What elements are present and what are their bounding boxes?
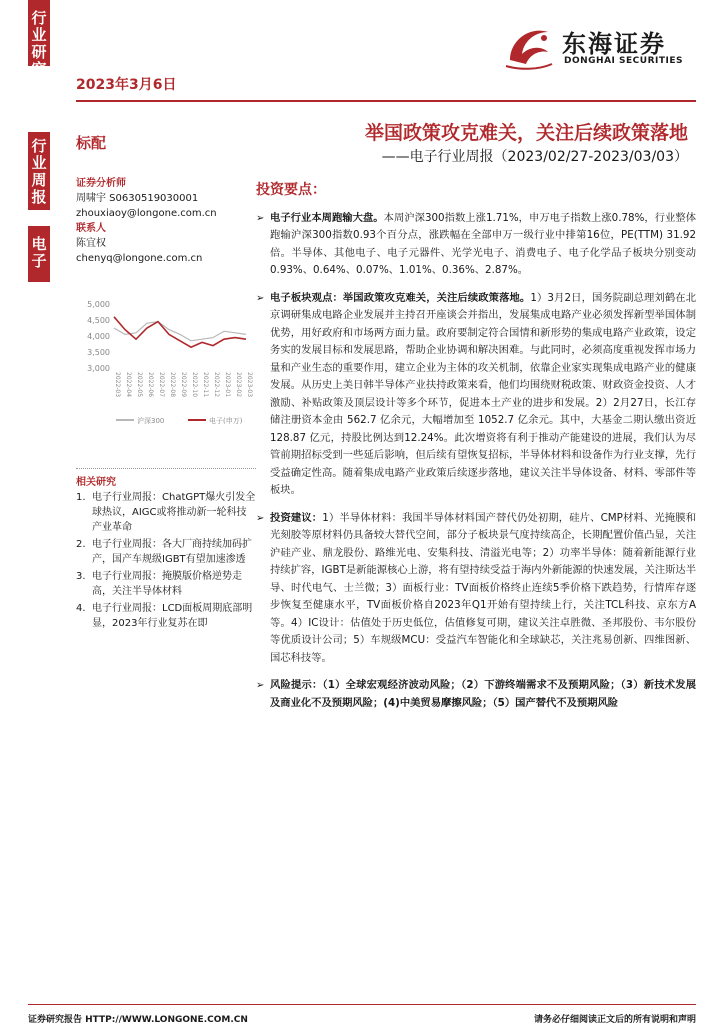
key-point: ➢ 风险提示：（1）全球宏观经济波动风险；（2）下游终端需求不及预期风险；（3）新技术发展及商业化不及预期风险；(4)中美贸易摩擦风险；（5）国产替代不及预期风险 [256, 677, 696, 712]
side-tab-industry-research: 行业研究 [28, 0, 50, 66]
x-tick-label: 2022-08 [169, 372, 176, 398]
related-list [76, 490, 256, 631]
legend-label: 电子(申万) [209, 417, 243, 425]
related-research [76, 468, 256, 633]
logo-cn-text: 东海证券 [562, 29, 666, 58]
logo-mark-icon [500, 20, 556, 72]
x-tick-label: 2022-06 [147, 372, 154, 398]
analyst-heading: 证券分析师 [76, 178, 126, 189]
side-tab-weekly-report: 行业周报 [28, 132, 50, 210]
x-tick-label: 2022-09 [180, 372, 187, 398]
x-tick-label: 2022-12 [213, 372, 220, 398]
x-tick-label: 2023-01 [224, 372, 231, 398]
contact-email[interactable]: chenyq@longone.com.cn [76, 253, 203, 264]
y-tick-label: 3,500 [87, 348, 110, 357]
x-tick-label: 2023-03 [246, 372, 253, 398]
key-point: ➢ 电子行业本周跑输大盘。本周沪深300指数上涨1.71%，申万电子指数上涨0.78%，行业整体跑输沪深300指数0.93个百分点，涨跌幅在全部申万一级行业中排第16位，PE(TTM) 31.92倍。半导体、其他电子、电子元器件、光学光电子、消费电子、电子化学品子板块分别变动0.93%、0.64%、0.07%、1.01%、0.36%、2.87%。 [256, 210, 696, 280]
key-point: ➢ 投资建议：1）半导体材料：我国半导体材料国产替代仍处初期，硅片、CMP材料、光掩膜和光刻胶等原材料仍具备较大替代空间，部分子板块景气度持续高企，长期配置价值凸显，关注沪硅产业、鼎龙股份、路维光电、安集科技、清溢光电等；2）功率半导体：随着新能源行业持续扩容，IGBT是新能源核心上游，将有望持续受益于海内外新能源的快速发展，关注斯达半导、时代电气、士兰微；3）面板行业：TV面板价格终止连续5季价格下跌趋势，行情库存逐步恢复至健康水平，TV面板价格自2023年Q1开始有望持续上行，关注TCL科技、京东方A等。4）IC设计：估值处于历史低位，估值修复可期，建议关注卓胜微、圣邦股份、韦尔股份等优质设计公司；5）车规级MCU：受益汽车智能化和全球缺芯，关注兆易创新、四维图新、国芯科技等。 [256, 510, 696, 668]
related-heading: 相关研究 [76, 477, 116, 488]
x-tick-label: 2022-07 [158, 372, 165, 398]
bullet-arrow-icon: ➢ [256, 212, 265, 224]
side-tab-electronics: 电子 [28, 226, 50, 282]
related-item[interactable]: 2. 电子行业周报：各大厂商持续加码扩产，国产车规级IGBT有望加速渗透 [76, 539, 252, 565]
footer-divider [28, 1004, 696, 1005]
analyst-name: 周啸宇 S0630519030001 [76, 193, 199, 204]
report-date: 2023年3月6日 [76, 77, 177, 93]
report-subtitle: ——电子行业周报（2023/02/27-2023/03/03） [381, 149, 688, 165]
x-tick-label: 2022-03 [114, 372, 121, 398]
key-point: ➢ 电子板块观点：举国政策攻克难关，关注后续政策落地。1）3月2日，国务院副总理刘鹤在北京调研集成电路企业发展并主持召开座谈会并指出，发展集成电路产业必须发挥新型举国体制优势，用好政府和市场两方面力量。政府要制定符合国情和新形势的集成电路产业政策，设定务实的发展目标和发展思路，帮助企业协调和解决困难。与此同时，必须高度重视发挥市场力量和产业生态的重要作用，建立企业为主体的攻关机制，依靠企业家实现集成电路产业的健康发展。从历史上美日韩半导体产业扶持政策来看，他们均围绕财税政策、财政资金投资、人才激励、补贴政策及顶层设计等多个环节，促进本土产业的进步和发展。2）2月27日，长江存储注册资本金由 562.7 亿余元，大幅增加至 1052.7 亿余元。其中，大基金二期认缴出资近 128.87 亿元，持股比例达到12.24%。此次增资将有利于推动产能建设的进展，我们认为尽管前期招标受到一些延后影响，但后续有望恢复招标，半导体材料和设备作为行业支撑，先行受益确定性高。随着集成电路产业政策后续逐步落地，建议关注半导体设备、材料、零部件等板块。 [256, 290, 696, 500]
related-item[interactable]: 1. 电子行业周报：ChatGPT爆火引发全球热议，AIGC或将推动新一轮科技产业革命 [76, 492, 256, 533]
analyst-email[interactable]: zhouxiaoy@longone.com.cn [76, 208, 217, 219]
related-item[interactable]: 3. 电子行业周报：掩膜版价格逆势走高，关注半导体材料 [76, 571, 242, 597]
bullet-arrow-icon: ➢ [256, 512, 265, 524]
bullet-arrow-icon: ➢ [256, 680, 265, 691]
footer-website[interactable]: 证券研究报告 HTTP://WWW.LONGONE.COM.CN [28, 1015, 248, 1025]
x-tick-label: 2022-05 [136, 372, 143, 398]
contact-heading: 联系人 [76, 223, 106, 234]
legend-label: 沪深300 [137, 417, 165, 425]
y-tick-label: 5,000 [87, 300, 110, 309]
contact-name: 陈宜权 [76, 238, 106, 249]
x-tick-label: 2022-11 [202, 372, 209, 398]
related-divider [76, 468, 256, 469]
header-divider [76, 100, 696, 102]
main-content [256, 182, 696, 722]
performance-chart-svg [76, 290, 256, 450]
footer-disclaimer: 请务必仔细阅读正文后的所有说明和声明 [533, 1015, 696, 1025]
x-tick-label: 2022-04 [125, 372, 132, 398]
industry-rating: 标配 [76, 134, 107, 152]
company-logo [500, 20, 700, 76]
x-tick-label: 2023-02 [235, 372, 242, 398]
report-title: 举国政策攻克难关，关注后续政策落地 [364, 122, 688, 144]
y-tick-label: 4,500 [87, 316, 110, 325]
logo-en-text: DONGHAI SECURITIES [564, 56, 683, 66]
key-points-heading: 投资要点： [256, 182, 326, 198]
y-tick-label: 3,000 [87, 364, 110, 373]
y-tick-label: 4,000 [87, 332, 110, 341]
x-tick-label: 2022-10 [191, 372, 198, 398]
analyst-info [76, 176, 256, 266]
performance-chart [76, 290, 256, 450]
bullet-arrow-icon: ➢ [256, 292, 265, 304]
related-item[interactable]: 4. 电子行业周报：LCD面板周期底部明显，2023年行业复苏在即 [76, 603, 253, 629]
